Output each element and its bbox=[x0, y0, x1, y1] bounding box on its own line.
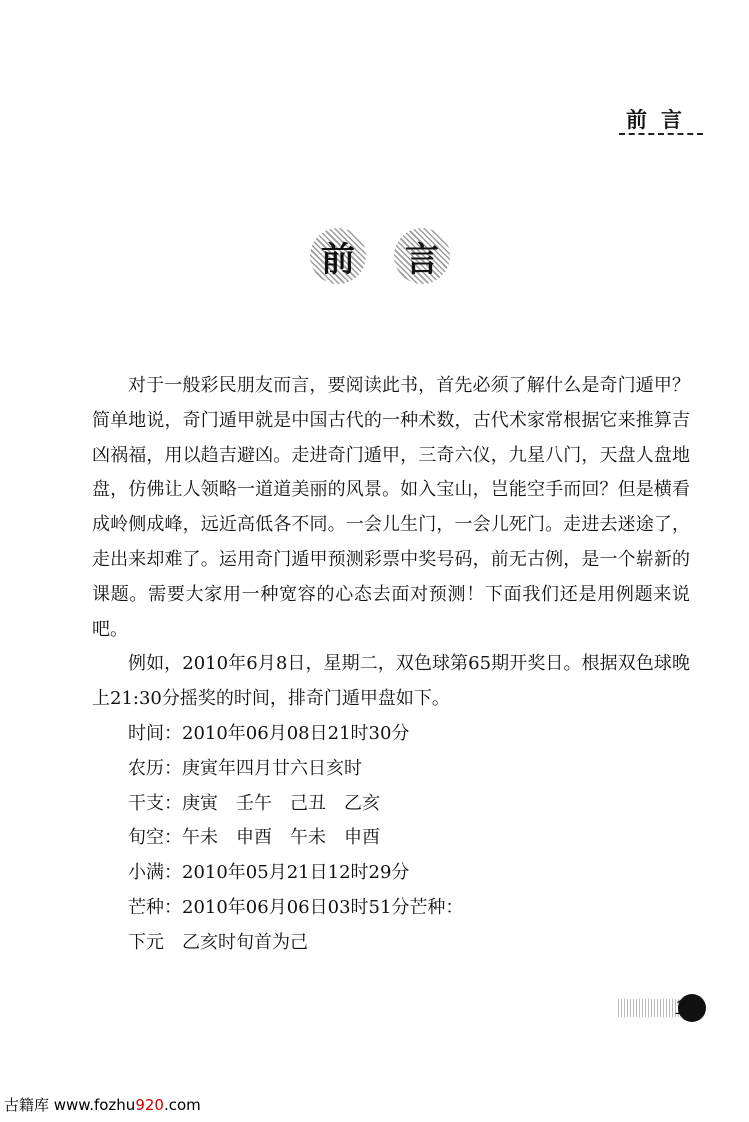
watermark-suffix: .com bbox=[163, 1096, 201, 1114]
watermark-prefix: 古籍库 www.fozhu bbox=[4, 1096, 136, 1114]
chapter-title-char-1: 前 bbox=[310, 228, 366, 284]
watermark-number: 920 bbox=[135, 1096, 164, 1114]
info-line-xunkong: 旬空：午未 申酉 午未 申酉 bbox=[128, 827, 380, 849]
chapter-title-char-2: 言 bbox=[394, 228, 450, 284]
info-line-ganzhi: 干支：庚寅 壬午 己丑 乙亥 bbox=[128, 792, 380, 814]
watermark bbox=[4, 1094, 201, 1115]
running-header: 前言 bbox=[626, 108, 696, 132]
chart-info-list bbox=[92, 717, 690, 961]
info-line-lunar: 农历：庚寅年四月廿六日亥时 bbox=[128, 757, 362, 779]
info-line-time: 时间：2010年06月08日21时30分 bbox=[128, 722, 410, 744]
chapter-title bbox=[298, 228, 462, 284]
body-text bbox=[92, 369, 690, 961]
page-number: 1 bbox=[674, 995, 688, 1019]
info-line-xiaoman: 小满：2010年05月21日12时29分 bbox=[128, 862, 410, 884]
paragraph-intro: 对于一般彩民朋友而言，要阅读此书，首先必须了解什么是奇门遁甲？简单地说，奇门遁甲就是中国古代的一种术数，古代术家常根据它来推算吉凶祸福，用以趋吉避凶。走进奇门遁甲，三奇六仪，九星八门，天盘人盘地盘，仿佛让人领略一道道美丽的风景。如入宝山，岂能空手而回？但是横看成岭侧成峰，远近高低各不同。一会儿生门，一会儿死门。走进去迷途了，走出来却难了。运用奇门遁甲预测彩票中奖号码，前无古例，是一个崭新的课题。需要大家用一种宽容的心态去面对预测！下面我们还是用例题来说吧。 bbox=[92, 375, 690, 640]
info-line-xiayuan: 下元 乙亥时旬首为己 bbox=[128, 931, 308, 953]
info-line-mangzhong: 芒种：2010年06月06日03时51分芒种： bbox=[128, 896, 464, 918]
header-rule bbox=[619, 133, 703, 135]
paragraph-example: 例如，2010年6月8日，星期二，双色球第65期开奖日。根据双色球晚上21:30分摇奖的时间，排奇门遁甲盘如下。 bbox=[92, 653, 690, 710]
page-number-tab bbox=[618, 994, 706, 1022]
